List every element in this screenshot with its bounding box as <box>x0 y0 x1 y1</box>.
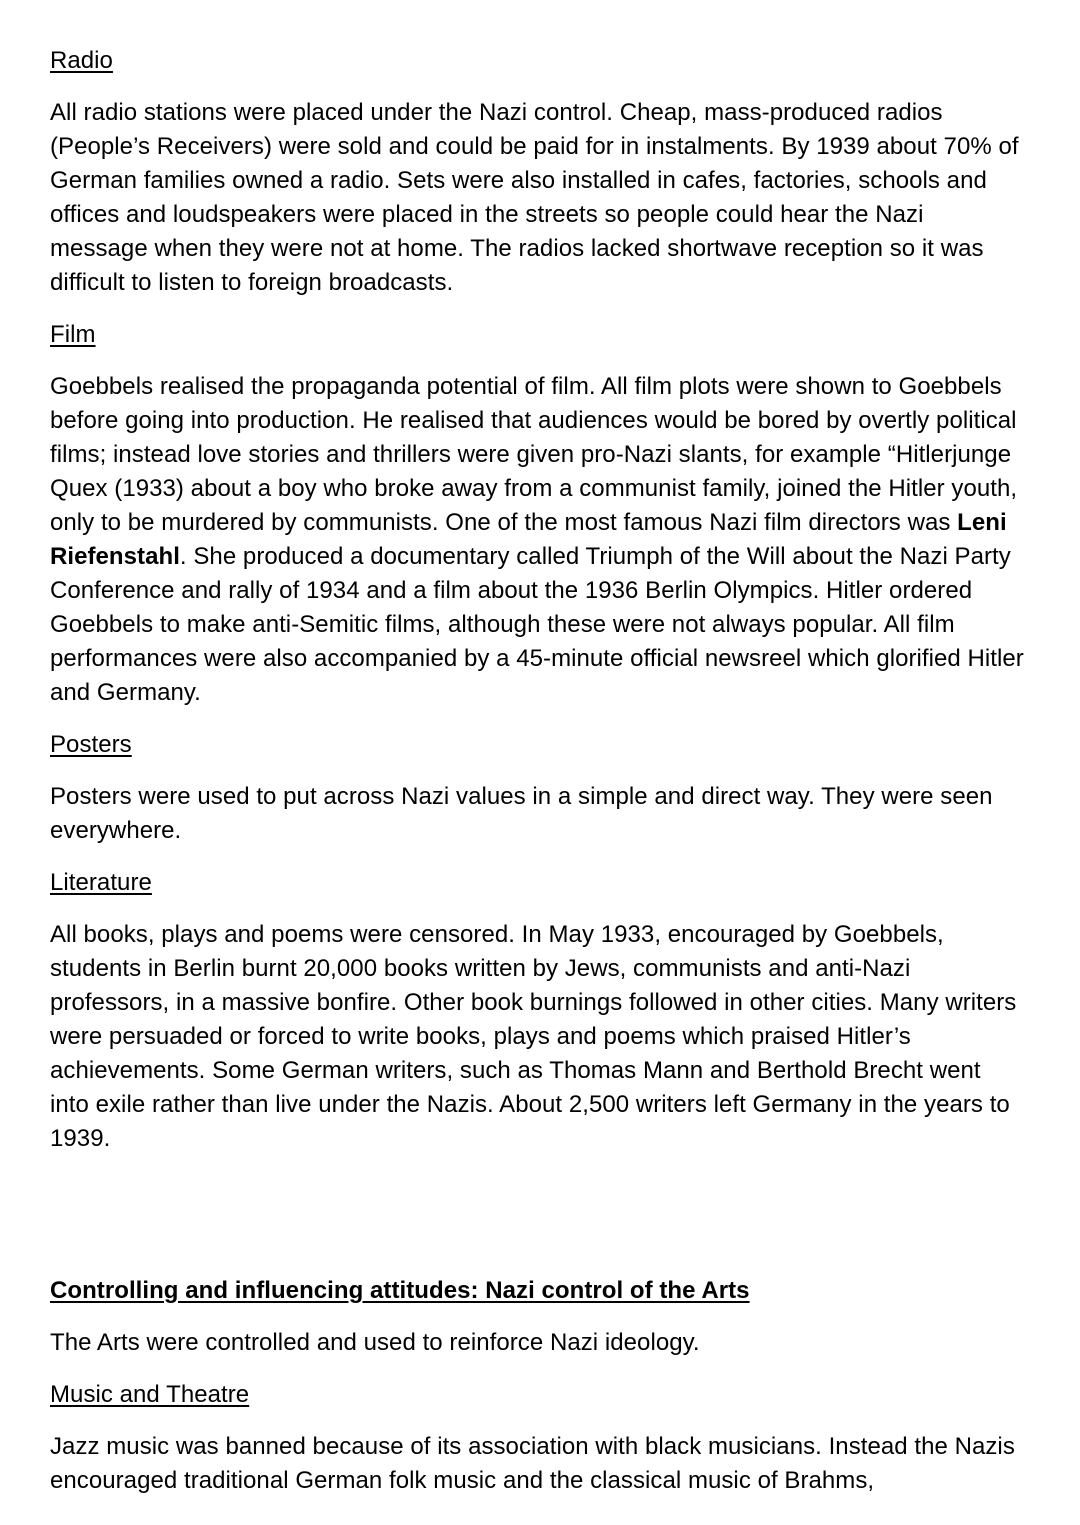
heading-posters: Posters <box>50 731 132 758</box>
spacer <box>50 1360 1026 1378</box>
paragraph-literature: All books, plays and poems were censored. In May 1933, encouraged by Goebbels, students in Berlin burnt 20,000 books written by Jews, communists and anti-Nazi professors, in a massive bonfire. Other book burnings followed in other cities. Many writers were persuaded or forced to write books, plays and poems which praised Hitler’s achievements. Some German writers, such as Thomas Mann and Berthold Brecht went into exile rather than live under the Nazis. About 2,500 writers left Germany in the years to 1939. <box>50 921 1024 1152</box>
paragraph-film <box>50 370 1031 710</box>
paragraph-arts: The Arts were controlled and used to reinforce Nazi ideology. <box>50 1329 700 1356</box>
paragraph-music: Jazz music was banned because of its association with black musicians. Instead the Nazis encouraged traditional German folk music and the classical music of Brahms, <box>50 1433 1022 1494</box>
spacer <box>50 848 1026 866</box>
heading-film: Film <box>50 321 96 348</box>
document-body <box>50 44 1031 1498</box>
text-run: . She produced a documentary called Triumph of the Will about the Nazi Party Conference and rally of 1934 and a film about the 1936 Berlin Olympics. Hitler ordered Goebbels to make anti-Semitic films, although these were not always popular. All film performances were also accompanied by a 45-minute official newsreel which glorified Hitler and Germany. <box>50 543 1031 706</box>
heading-literature: Literature <box>50 869 152 896</box>
spacer <box>50 710 1026 728</box>
spacer <box>50 352 1026 370</box>
heading-radio: Radio <box>50 47 113 74</box>
heading-nazi-control-of-the-arts: Controlling and influencing attitudes: Nazi control of the Arts <box>50 1277 750 1304</box>
bold-run: Leni Riefenstahl <box>50 509 1014 570</box>
spacer <box>50 900 1026 918</box>
section-break-spacer <box>50 1156 1026 1274</box>
spacer <box>50 300 1026 318</box>
text-run: Goebbels realised the propaganda potential of film. All film plots were shown to Goebbels before going into production. He realised that audiences would be bored by overtly political films; instead love stories and thrillers were given pro-Nazi slants, for example “Hitlerjunge Quex (1933) about a boy who broke away from a communist family, joined the Hitler youth, only to be murdered by communists. One of the most famous Nazi film directors was <box>50 373 1024 536</box>
spacer <box>50 78 1026 96</box>
spacer <box>50 762 1026 780</box>
spacer <box>50 1412 1026 1430</box>
paragraph-posters: Posters were used to put across Nazi values in a simple and direct way. They were seen everywhere. <box>50 783 1000 844</box>
spacer <box>50 1308 1026 1326</box>
heading-music-and-theatre: Music and Theatre <box>50 1381 250 1408</box>
paragraph-radio: All radio stations were placed under the Nazi control. Cheap, mass-produced radios (People’s Receivers) were sold and could be paid for in instalments. By 1939 about 70% of German families owned a radio. Sets were also installed in cafes, factories, schools and offices and loudspeakers were placed in the streets so people could hear the Nazi message when they were not at home. The radios lacked shortwave reception so it was difficult to listen to foreign broadcasts. <box>50 99 1026 296</box>
